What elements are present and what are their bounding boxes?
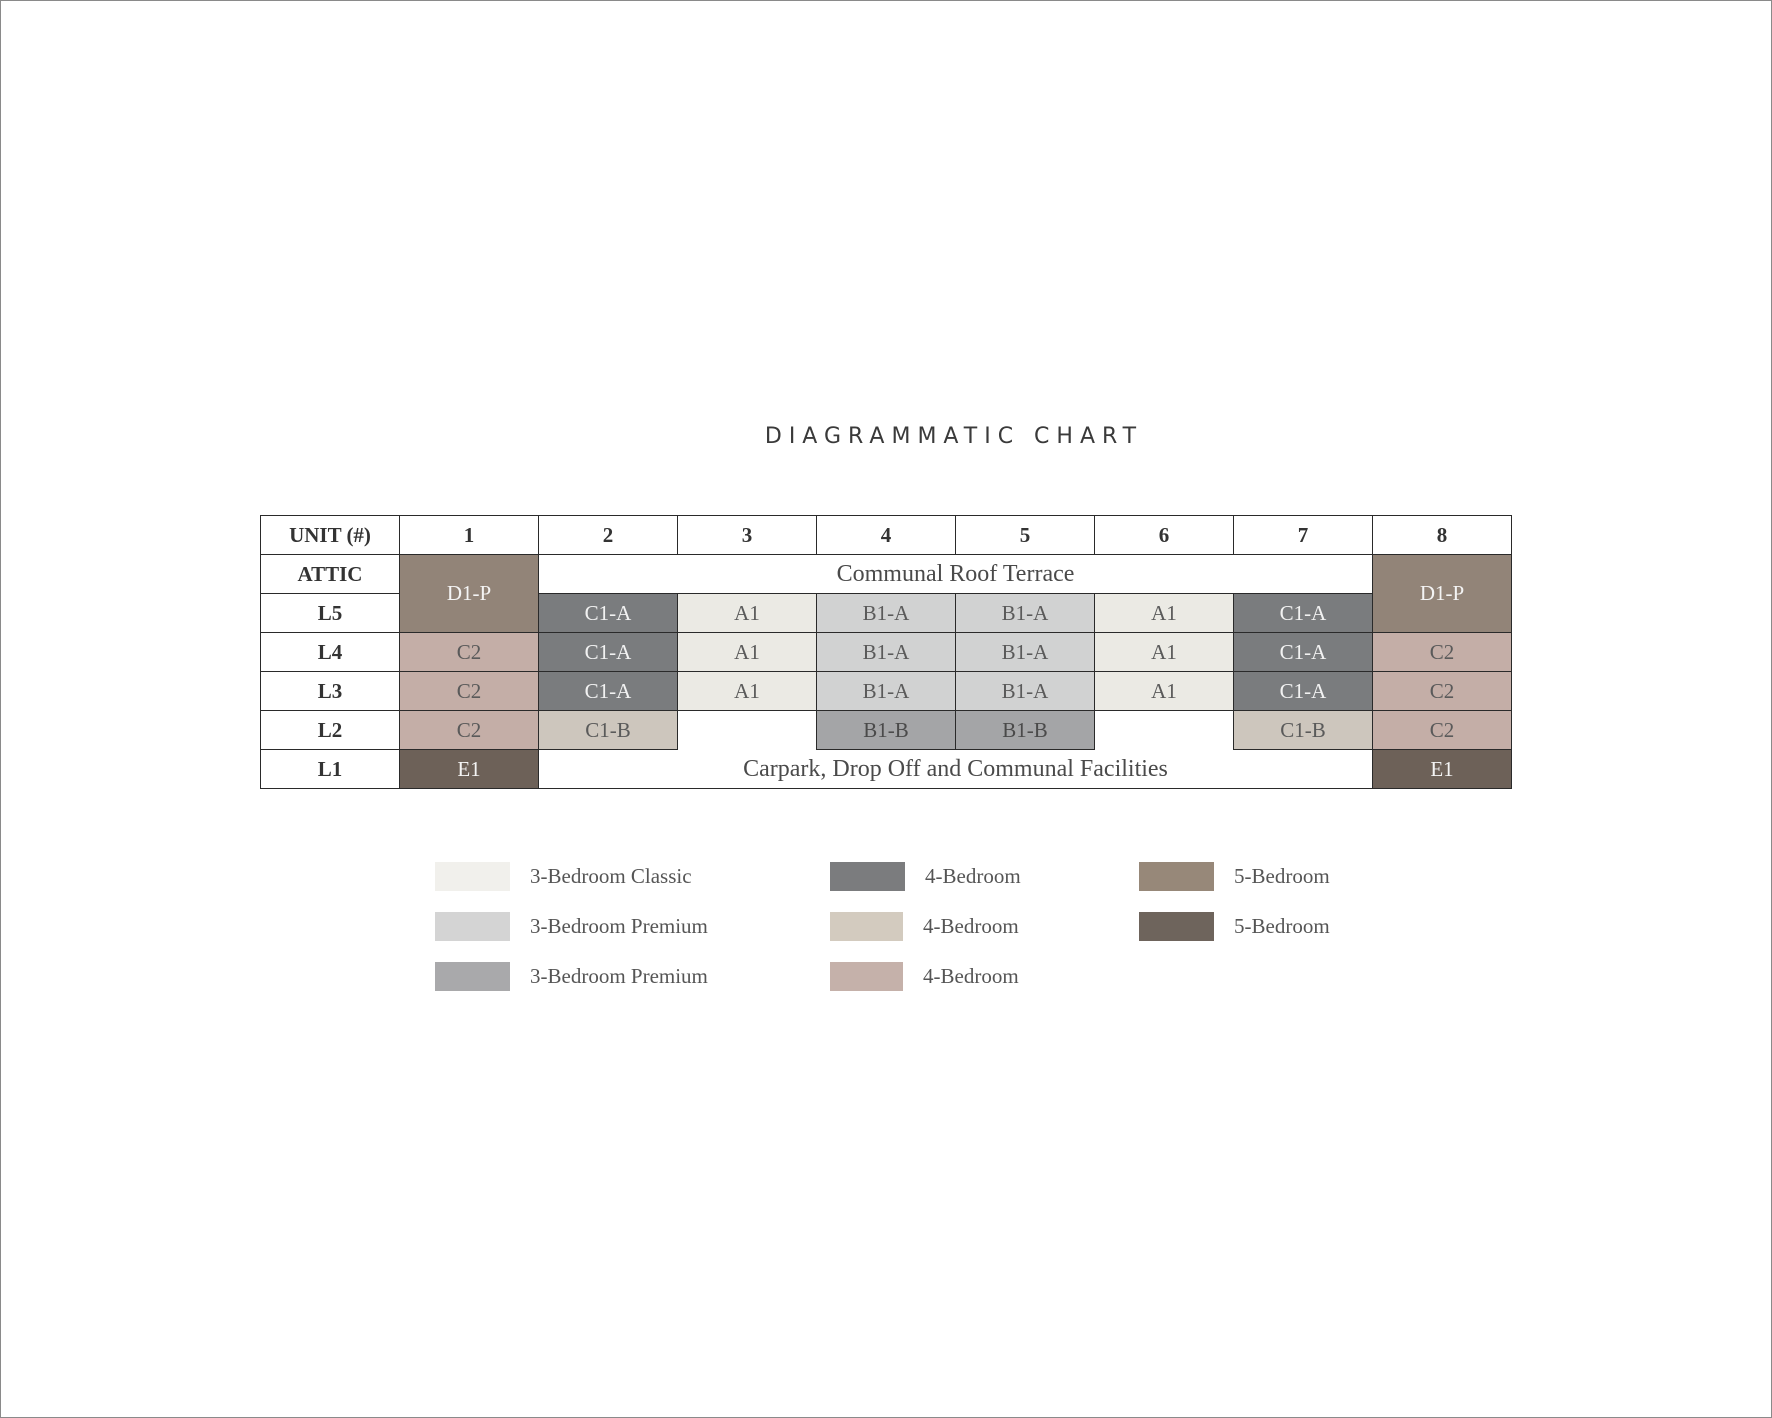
table-row: [261, 555, 1512, 594]
unit-cell: A1: [1095, 633, 1234, 672]
unit-chart-table: [260, 515, 1512, 789]
unit-cell: D1-P: [400, 555, 539, 633]
legend-item: [1139, 861, 1330, 891]
unit-cell: C2: [1373, 633, 1512, 672]
corner-header: UNIT (#): [261, 516, 400, 555]
legend-swatch: [435, 962, 510, 991]
unit-cell: C2: [400, 633, 539, 672]
unit-cell: C2: [1373, 711, 1512, 750]
unit-cell: A1: [1095, 594, 1234, 633]
row-header: ATTIC: [261, 555, 400, 594]
legend-swatch: [830, 962, 903, 991]
legend-label: 3-Bedroom Premium: [530, 913, 708, 938]
legend-item: [1139, 911, 1330, 941]
unit-cell: C1-A: [1234, 633, 1373, 672]
table-row: [261, 633, 1512, 672]
row-header: L1: [261, 750, 400, 789]
unit-cell: E1: [400, 750, 539, 789]
unit-cell: C1-A: [539, 633, 678, 672]
unit-cell: B1-A: [956, 594, 1095, 633]
legend-label: 5-Bedroom: [1234, 863, 1330, 888]
unit-cell: A1: [1095, 672, 1234, 711]
column-header: 3: [678, 516, 817, 555]
unit-cell: B1-A: [817, 633, 956, 672]
empty-cell: [1095, 711, 1234, 750]
legend-item: [435, 861, 692, 891]
column-header: 4: [817, 516, 956, 555]
unit-cell: C1-B: [1234, 711, 1373, 750]
legend-label: 4-Bedroom: [925, 863, 1021, 888]
unit-cell: A1: [678, 594, 817, 633]
table-row: [261, 711, 1512, 750]
unit-cell: C1-A: [1234, 672, 1373, 711]
legend-swatch: [830, 912, 903, 941]
legend-swatch: [1139, 862, 1214, 891]
legend-item: [435, 911, 708, 941]
legend-swatch: [830, 862, 905, 891]
column-header: 5: [956, 516, 1095, 555]
unit-cell: A1: [678, 672, 817, 711]
row-header: L2: [261, 711, 400, 750]
unit-cell: C1-A: [539, 672, 678, 711]
legend-item: [830, 911, 1019, 941]
unit-cell: E1: [1373, 750, 1512, 789]
legend-swatch: [1139, 912, 1214, 941]
table-row: [261, 750, 1512, 789]
carpark-communal-facilities: Carpark, Drop Off and Communal Facilities: [539, 750, 1373, 789]
column-header: 7: [1234, 516, 1373, 555]
legend-swatch: [435, 862, 510, 891]
column-header: 1: [400, 516, 539, 555]
unit-cell: C2: [400, 672, 539, 711]
legend-label: 3-Bedroom Classic: [530, 863, 692, 888]
unit-cell: A1: [678, 633, 817, 672]
unit-cell: B1-A: [956, 633, 1095, 672]
row-header: L5: [261, 594, 400, 633]
legend-swatch: [435, 912, 510, 941]
column-header: 8: [1373, 516, 1512, 555]
legend-item: [435, 961, 708, 991]
legend-label: 4-Bedroom: [923, 913, 1019, 938]
unit-cell: C1-A: [539, 594, 678, 633]
column-header: 2: [539, 516, 678, 555]
unit-cell: C1-A: [1234, 594, 1373, 633]
row-header: L4: [261, 633, 400, 672]
table-header-row: [261, 516, 1512, 555]
table-row: [261, 672, 1512, 711]
legend-item: [830, 961, 1019, 991]
page-title: DIAGRAMMATIC CHART: [764, 424, 1144, 449]
unit-cell: B1-A: [817, 672, 956, 711]
legend-label: 3-Bedroom Premium: [530, 963, 708, 988]
unit-cell: B1-B: [817, 711, 956, 750]
unit-cell: B1-A: [956, 672, 1095, 711]
legend-item: [830, 861, 1021, 891]
unit-cell: B1-B: [956, 711, 1095, 750]
unit-cell: C1-B: [539, 711, 678, 750]
unit-cell: C2: [1373, 672, 1512, 711]
communal-roof-terrace: Communal Roof Terrace: [539, 555, 1373, 594]
legend-label: 5-Bedroom: [1234, 913, 1330, 938]
column-header: 6: [1095, 516, 1234, 555]
row-header: L3: [261, 672, 400, 711]
unit-cell: D1-P: [1373, 555, 1512, 633]
unit-cell: C2: [400, 711, 539, 750]
unit-cell: B1-A: [817, 594, 956, 633]
empty-cell: [678, 711, 817, 750]
legend-label: 4-Bedroom: [923, 963, 1019, 988]
